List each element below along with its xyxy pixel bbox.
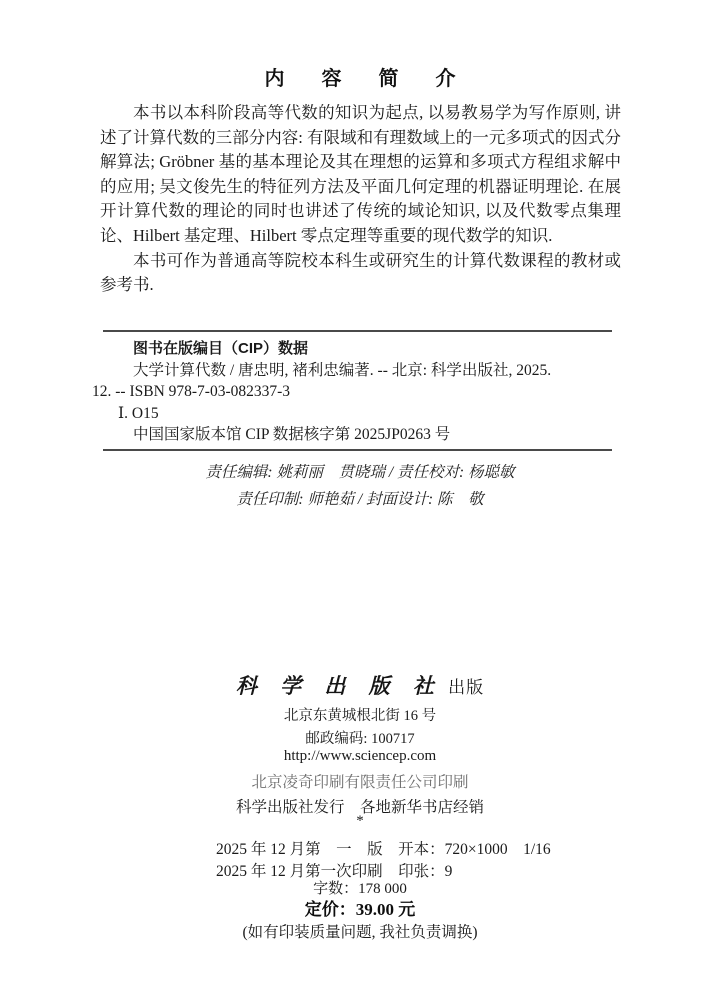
edition-line: 2025 年 12 月第 一 版 开本：720×1000 1/16 <box>216 841 551 858</box>
quality-note: (如有印装质量问题, 我社负责调换) <box>242 924 478 941</box>
page-title: 内 容 简 介 <box>264 68 472 90</box>
printer-name: 北京凌奇印刷有限责任公司印刷 <box>251 774 469 791</box>
publisher-logo: 科 学 出 版 社 <box>235 674 443 698</box>
distribution-line: 科学出版社发行 各地新华书店经销 <box>235 799 484 816</box>
credits-editors-line: 责任编辑: 姚莉丽 贯晓瑞 / 责任校对: 杨聪敏 <box>205 464 515 481</box>
cip-record-number-line: 中国国家版本馆 CIP 数据核字第 2025JP0263 号 <box>133 426 451 443</box>
cip-top-rule <box>103 330 612 332</box>
staff-credits <box>0 459 720 513</box>
intro-paragraph-2: 本书可作为普通高等院校本科生或研究生的计算代数课程的教材或参考书. <box>100 250 621 295</box>
publisher-line <box>0 670 720 700</box>
cip-bottom-rule <box>103 449 612 451</box>
price: 定价：39.00 元 <box>304 900 416 919</box>
cip-isbn-line: 12. -- ISBN 978-7-03-082337-3 <box>92 383 291 400</box>
publisher-suffix: 出版 <box>442 678 485 697</box>
cip-classification-line: Ⅰ. O15 <box>118 404 159 422</box>
credits-printing-design-line: 责任印制: 师艳茹 / 封面设计: 陈 敬 <box>236 491 484 508</box>
word-count: 字数：178 000 <box>313 881 407 897</box>
cip-block <box>92 338 652 446</box>
cip-heading: 图书在版编目（CIP）数据 <box>133 340 309 357</box>
separator-asterisk: * <box>356 813 364 829</box>
publisher-website: http://www.sciencep.com <box>283 748 437 764</box>
publisher-address: 北京东黄城根北街 16 号 <box>283 708 437 724</box>
postal-code: 邮政编码: 100717 <box>305 731 415 747</box>
intro-paragraph-1: 本书以本科阶段高等代数的知识为起点, 以易教易学为写作原则, 讲述了计算代数的三部分内容: 有限域和有理数域上的一元多项式的因式分解算法; Gröbner 基的基本理论及其在理想的运算和多项式方程组求解中的应用; 吴文俊先生的特征列方法及平面几何定理的机器证明理论. 在展开计算代数的理论的同时也讲述了传统的域论知识, 以及代数零点集理论、Hilbert 基定理、Hilbert 零点定理等重要的现代数学的知识. <box>100 103 621 245</box>
printing-line: 2025 年 12 月第一次印刷 印张：9 <box>216 863 453 880</box>
intro-section <box>100 101 621 298</box>
cip-title-line: 大学计算代数 / 唐忠明, 褚利忠编著. -- 北京: 科学出版社, 2025. <box>133 361 552 379</box>
